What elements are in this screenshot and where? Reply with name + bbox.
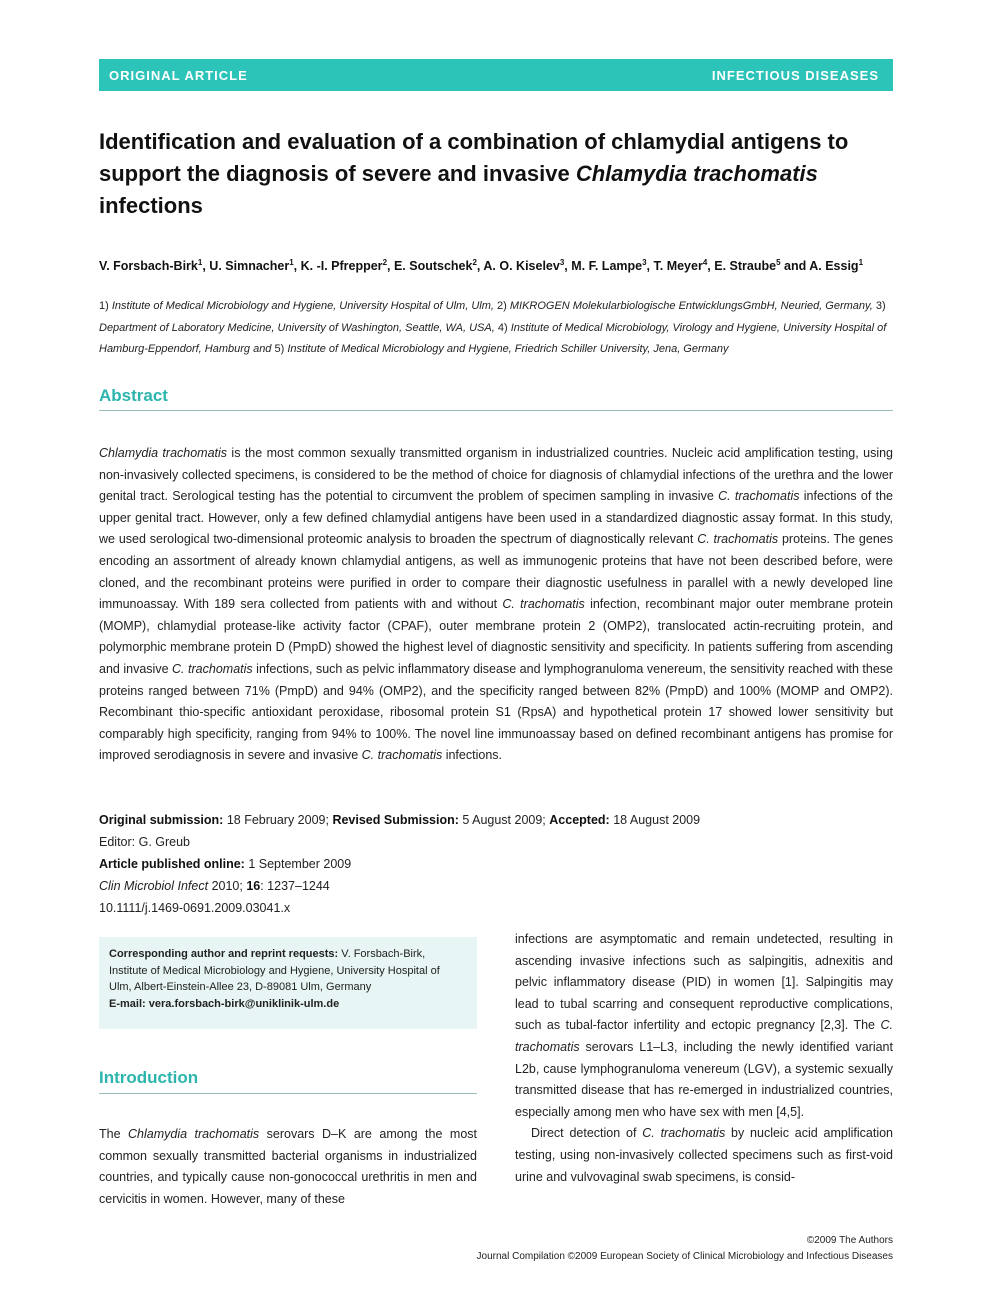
author-name: U. Simnacher: [209, 259, 290, 274]
article-type-label: ORIGINAL ARTICLE: [109, 67, 248, 83]
affiliation-item: MIKROGEN Molekularbiologische EntwicklungsGmbH, Neuried, Germany,: [509, 300, 873, 312]
doi-link[interactable]: 10.1111/j.1469-0691.2009.03041.x: [99, 901, 291, 915]
abstract-rule: [99, 410, 893, 411]
author-name: A. O. Kiselev: [483, 259, 560, 274]
email-link[interactable]: vera.forsbach-birk@uniklinik-ulm.de: [148, 997, 340, 1010]
affiliation-item: Department of Laboratory Medicine, University of Washington, Seattle, WA, USA,: [99, 321, 495, 334]
author-name: M. F. Lampe: [571, 259, 643, 274]
intro-left-column: The Chlamydia trachomatis serovars D–K are among the most common sexually transmitted bacterial organisms in industrialized countries, and typically cause non-gonococcal urethritis in men and cervicitis in women. However, many of these: [99, 1127, 477, 1206]
affiliation-item: Institute of Medical Microbiology, Virology and Hygiene, University Hospital of Hamburg-Eppendorf, Hamburg and: [99, 321, 887, 355]
citation-line: Clin Microbiol Infect 2010; 16: 1237–1244: [99, 879, 330, 893]
section-label: INFECTIOUS DISEASES: [711, 67, 879, 83]
author-list: V. Forsbach-Birk$^1$, U. Simnacher$^1$, K. -I. Pfrepper$^2$, E. Soutschek$^2$, A. O. Kiselev$^3$, M. F. Lampe$^3$, T. Meyer$^4$, E. Straube$^5$ and A. Essig$^1$: [99, 258, 864, 274]
introduction-rule: [99, 1093, 477, 1094]
author-name: E. Soutschek: [393, 259, 473, 274]
introduction-heading: Introduction: [99, 1068, 199, 1087]
affiliation-item: Institute of Medical Microbiology and Hygiene, Friedrich Schiller University, Jena, Germany: [287, 343, 729, 355]
copyright-footer: ©2009 The Authors Journal Compilation ©2009 European Society of Clinical Microbiology and Infectious Diseases: [476, 1235, 893, 1262]
abstract-text: Chlamydia trachomatis is the most common sexually transmitted organism in industrialized countries. Nucleic acid amplification testing, using non-invasively collected specimens, is considered to be the method of choice for diagnosis of chlamydial infections of the urethra and the lower genital tract. Serological testing has the potential to circumvent the problem of specimen sampling in invasive C. trachomatis infections of the upper genital tract. However, only a few defined chlamydial antigens have been used in a standardized diagnostic assay format. In this study, we used serological two-dimensional proteomic analysis to broaden the spectrum of diagnostically relevant C. trachomatis proteins. The genes encoding an assortment of already known chlamydial antigens, as well as immunogenic proteins that have not been described before, were cloned, and the recombinant proteins were purified in order to compare their diagnostic usefulness in parallel with a newly developed line immunoassay. With 189 sera collected from patients with and without C. trachomatis infection, recombinant major outer membrane protein (MOMP), chlamydial protease-like activity factor (CPAF), outer membrane protein 2 (OMP2), translocated actin-recruiting protein, and polymorphic membrane protein D (PmpD) showed the highest level of diagnostic sensitivity and specificity. In patients suffering from ascending and invasive C. trachomatis infections, such as pelvic inflammatory disease and lymphogranuloma venereum, the sensitivity reached with these proteins ranged between 71% (PmpD) and 94% (OMP2), and the specificity ranged between 82% (PmpD) and 100% (MOMP and OMP2). Recombinant thio-specific antioxidant peroxidase, ribosomal protein S1 (RpsA) and hypothetical protein 17 showed lower sensitivity but comparably high specificity, ranging from 94% to 100%. The novel line immunoassay based on defined recombinant antigens has promise for improved serodiagnosis in severe and invasive C. trachomatis infections.: [99, 446, 893, 763]
author-name: V. Forsbach-Birk: [99, 259, 198, 274]
article-metadata: Original submission: 18 February 2009; Revised Submission: 5 August 2009; Accepted: 18 August 2009 Editor: G. Greub Article published online: 1 September 2009 Clin Microbiol Infect 2010; 16: 1237–1244 10.1111/j.1469-0691.2009.03041.x: [99, 809, 893, 919]
author-name: K. -I. Pfrepper: [300, 259, 383, 274]
author-name: T. Meyer: [653, 259, 703, 274]
author-name: E. Straube: [714, 259, 777, 274]
abstract-heading: Abstract: [99, 386, 168, 405]
article-title: Identification and evaluation of a combination of chlamydial antigens to support the diagnosis of severe and invasive Chlamydia trachomatis infections: [99, 129, 849, 218]
editor-line: Editor: G. Greub: [99, 835, 191, 849]
intro-right-column: infections are asymptomatic and remain undetected, resulting in ascending invasive infections such as salpingitis, adnexitis and pelvic inflammatory disease (PID) in women [1]. Salpingitis may lead to tubal scarring and consequent reproductive complications, such as tubal-factor infertility and ectopic pregnancy [2,3]. The C. trachomatis serovars L1–L3, including the newly identified variant L2b, cause lymphogranuloma venereum (LGV), a systemic sexually transmitted disease that has re-emerged in industrialized countries, especially among men who have sex with men [4,5]. Direct detection of C. trachomatis by nucleic acid amplification testing, using non-invasively collected specimens such as first-void urine and vulvovaginal swab specimens, is consid-: [515, 932, 893, 1184]
author-name: A. Essig: [809, 259, 859, 274]
header-banner: [99, 59, 893, 91]
affiliation-item: Institute of Medical Microbiology and Hygiene, University Hospital of Ulm, Ulm,: [111, 300, 494, 312]
affiliations: 1) Institute of Medical Microbiology and Hygiene, University Hospital of Ulm, Ulm, 2) MIKROGEN Molekularbiologische EntwicklungsGmbH, Neuried, Germany, 3) Department of Laboratory Medicine, University of Washington, Seattle, WA, USA, 4) Institute of Medical Microbiology, Virology and Hygiene, University Hospital of Hamburg-Eppendorf, Hamburg and 5) Institute of Medical Microbiology and Hygiene, Friedrich Schiller University, Jena, Germany: [99, 300, 887, 355]
corresponding-author-box: Corresponding author and reprint requests: V. Forsbach-Birk, Institute of Medical Microbiology and Hygiene, University Hospital of Ulm, Albert-Einstein-Allee 23, D-89081 Ulm, Germany E-mail: vera.forsbach-birk@uniklinik-ulm.de: [99, 937, 477, 1029]
